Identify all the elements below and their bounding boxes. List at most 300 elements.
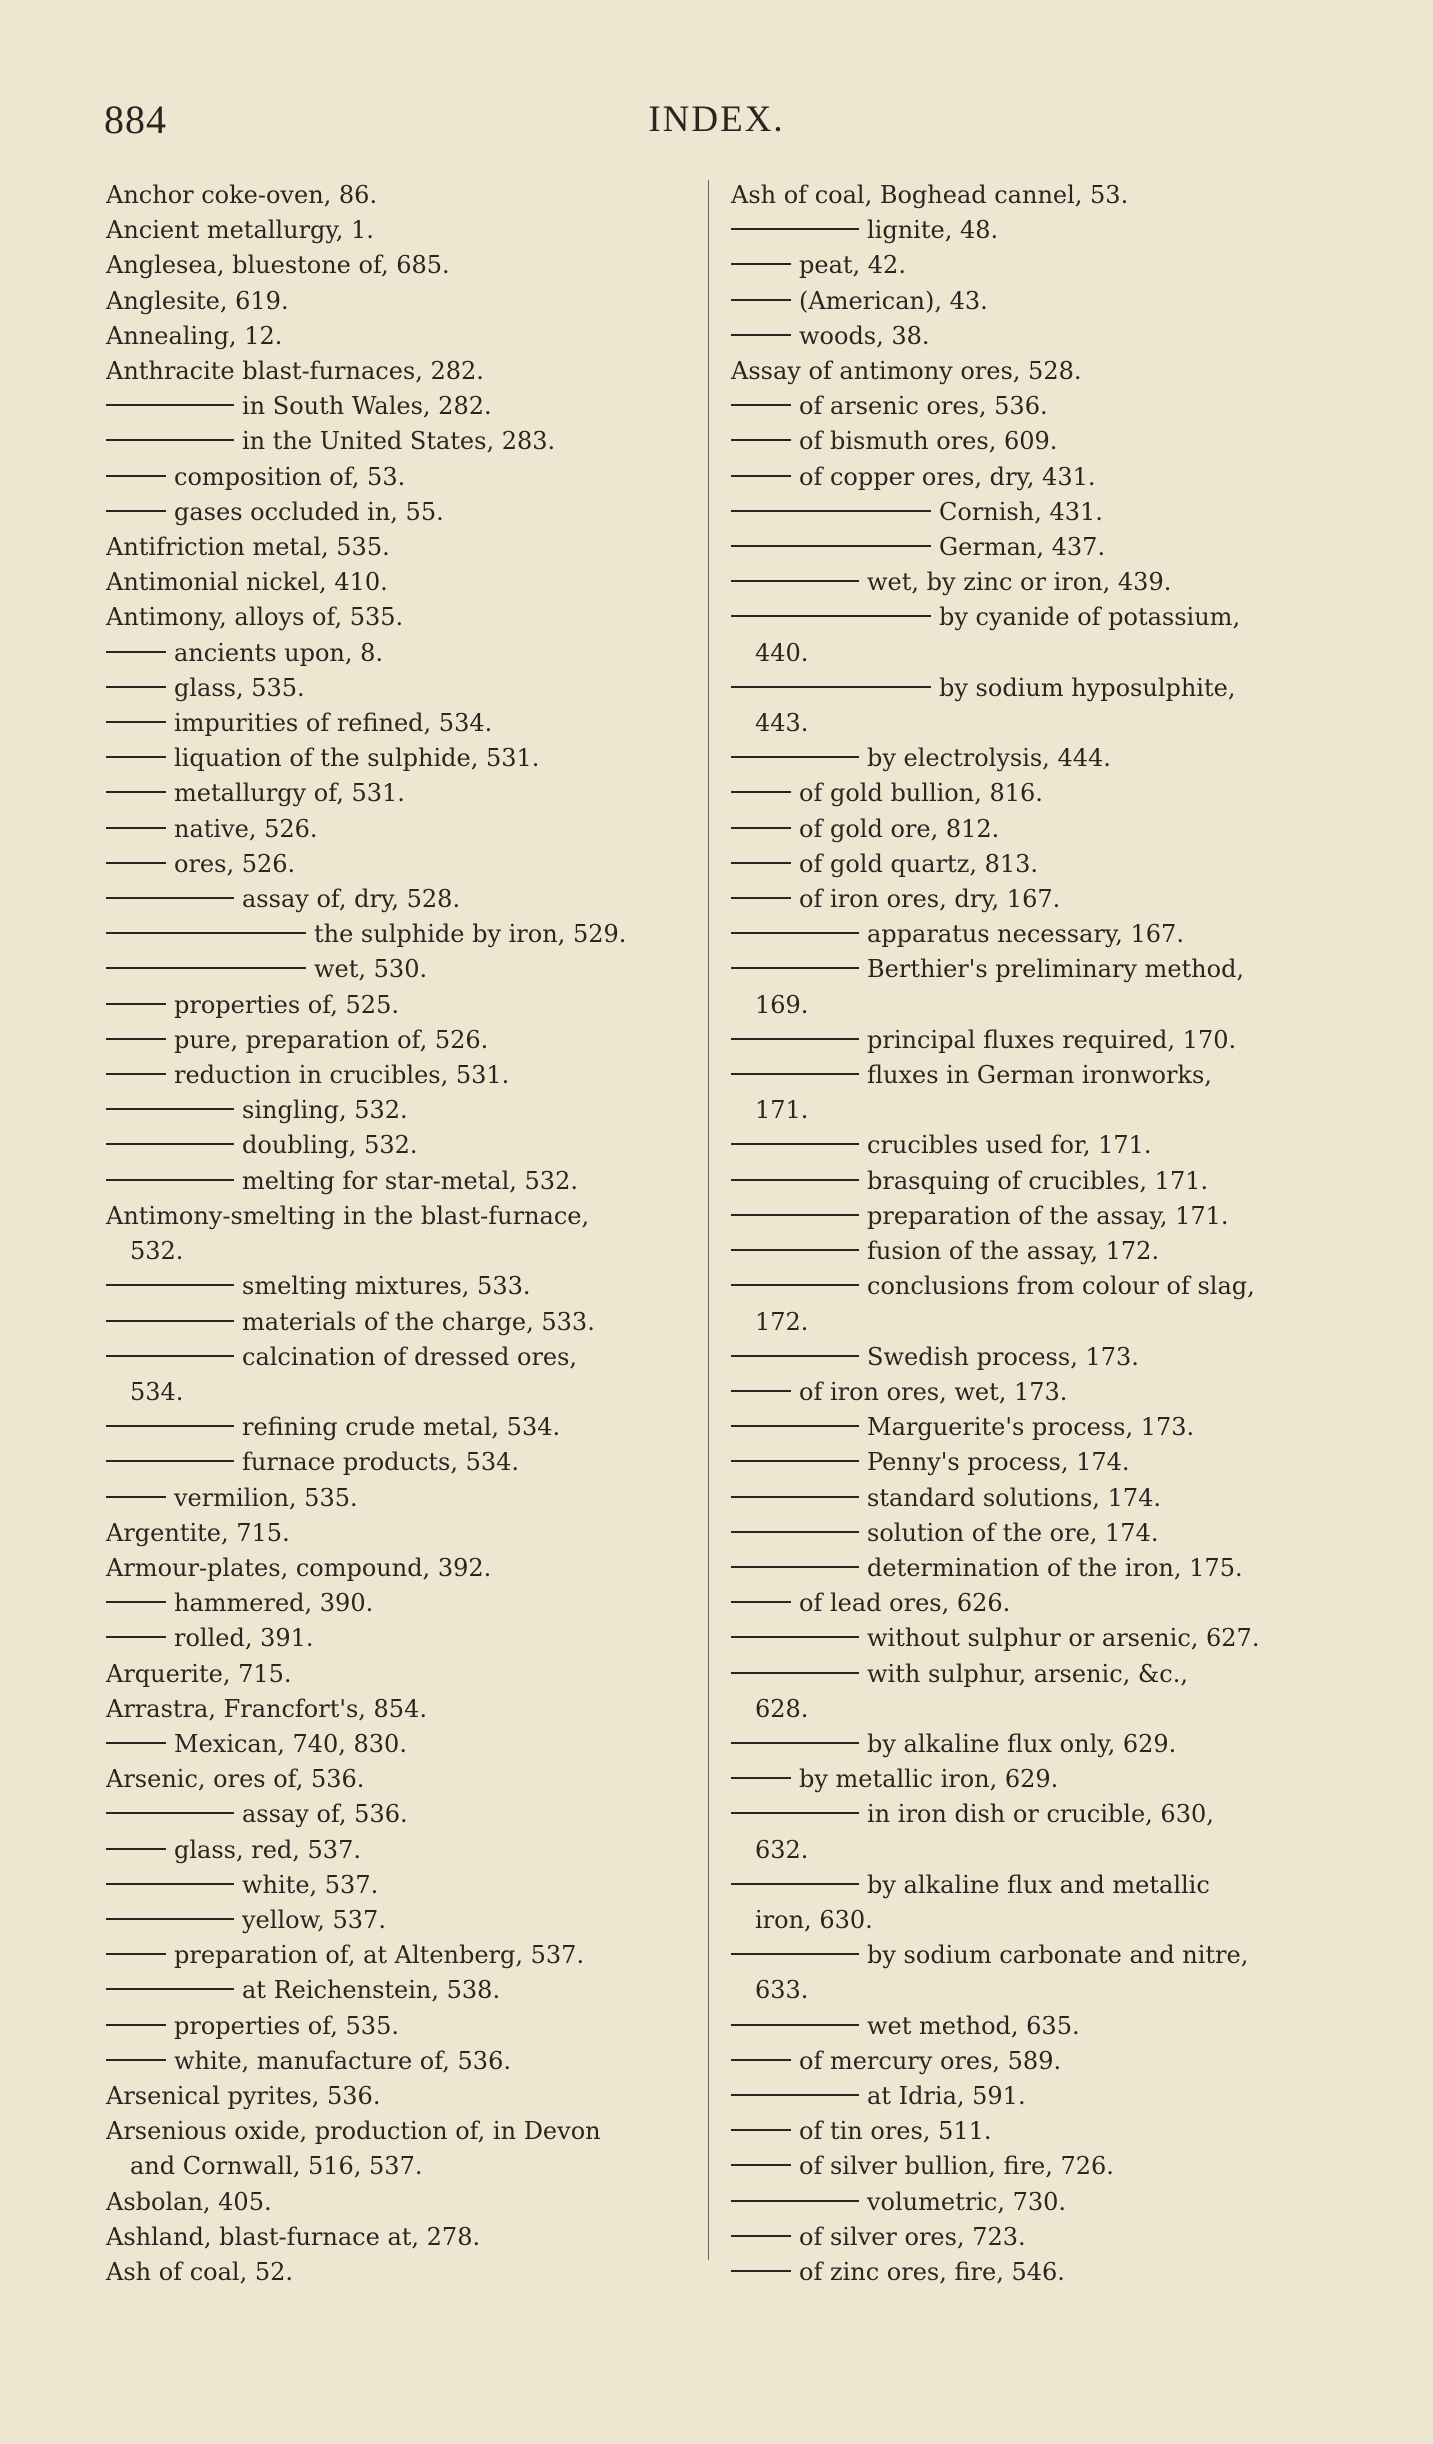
index-entry-text: rolled, 391.	[174, 1624, 314, 1653]
index-entry-text: ancients upon, 8.	[174, 638, 384, 667]
ditto-dash	[731, 510, 931, 512]
index-entry-text: impurities of refined, 534.	[174, 709, 493, 738]
index-entry	[106, 1551, 680, 1586]
ditto-dash	[731, 1496, 859, 1498]
index-entry	[731, 284, 1309, 319]
index-entry	[106, 530, 680, 565]
index-entry-text: smelting mixtures, 533.	[242, 1272, 531, 1301]
ditto-dash	[731, 1566, 859, 1568]
index-entry	[731, 2009, 1309, 2044]
index-entry	[731, 389, 1309, 424]
page-number: 884	[104, 97, 167, 142]
ditto-dash	[106, 2024, 166, 2026]
index-entry-text: Ash of coal, 52.	[106, 2257, 293, 2286]
index-entry-text: wet, by zinc or iron, 439.	[867, 568, 1172, 597]
ditto-dash	[106, 721, 166, 723]
index-entry-text: Arsenic, ores of, 536.	[106, 1765, 365, 1794]
index-entry-text: principal fluxes required, 170.	[867, 1025, 1237, 1054]
index-entry	[731, 1868, 1309, 1938]
index-entry-text: without sulphur or arsenic, 627.	[867, 1624, 1260, 1653]
index-entry-text: Penny's process, 174.	[867, 1448, 1130, 1477]
index-entry	[731, 1445, 1309, 1480]
ditto-dash	[731, 1214, 859, 1216]
index-entry	[731, 2079, 1309, 2114]
ditto-dash	[731, 967, 859, 969]
ditto-dash	[731, 686, 931, 688]
index-entry	[106, 1340, 680, 1410]
index-entry-text: by sodium hyposulphite,	[939, 673, 1236, 702]
ditto-dash	[731, 2059, 791, 2061]
index-entry-text: solution of the ore, 174.	[867, 1518, 1159, 1547]
index-entry-text: gases occluded in, 55.	[174, 497, 444, 526]
ditto-dash	[106, 510, 166, 512]
index-entry-continuation: 532.	[130, 1237, 184, 1266]
ditto-dash	[106, 1496, 166, 1498]
ditto-dash	[731, 1073, 859, 1075]
index-entry-continuation: 443.	[755, 709, 809, 738]
ditto-dash	[731, 932, 859, 934]
index-entry	[106, 213, 680, 248]
index-entry-text: Swedish process, 173.	[867, 1342, 1139, 1371]
index-entry	[731, 1516, 1309, 1551]
index-entry	[106, 1692, 680, 1727]
index-entry-text: Antifriction metal, 535.	[106, 533, 390, 562]
index-entry	[731, 1058, 1309, 1128]
index-entry-text: German, 437.	[939, 533, 1106, 562]
index-entry	[106, 178, 680, 213]
index-entry	[731, 847, 1309, 882]
index-entry	[106, 952, 680, 987]
index-entry	[731, 1481, 1309, 1516]
index-entry	[731, 1234, 1309, 1269]
ditto-dash	[731, 1883, 859, 1885]
index-entry	[106, 847, 680, 882]
index-entry-text: Ashland, blast-furnace at, 278.	[106, 2222, 481, 2251]
ditto-dash	[106, 1284, 234, 1286]
ditto-dash	[731, 263, 791, 265]
index-entry	[731, 1762, 1309, 1797]
column-divider	[708, 180, 709, 2260]
ditto-dash	[731, 1742, 859, 1744]
index-entry	[731, 354, 1309, 389]
ditto-dash	[731, 228, 859, 230]
index-entry	[106, 1938, 680, 1973]
index-entry-text: Arsenical pyrites, 536.	[106, 2081, 381, 2110]
ditto-dash	[731, 2094, 859, 2096]
index-entry	[731, 2185, 1309, 2220]
index-entry-text: with sulphur, arsenic, &c.,	[867, 1659, 1188, 1688]
index-entry-text: in the United States, 283.	[242, 427, 556, 456]
ditto-dash	[731, 2024, 859, 2026]
ditto-dash	[731, 1953, 859, 1955]
ditto-dash	[106, 2059, 166, 2061]
index-entry	[731, 460, 1309, 495]
ditto-dash	[106, 967, 306, 969]
index-entry-text: liquation of the sulphide, 531.	[174, 744, 540, 773]
ditto-dash	[106, 932, 306, 934]
index-entry-text: by electrolysis, 444.	[867, 744, 1111, 773]
index-entry-text: properties of, 525.	[174, 990, 399, 1019]
ditto-dash	[106, 1355, 234, 1357]
index-entry-text: Berthier's preliminary method,	[867, 955, 1245, 984]
index-entry-continuation: 628.	[755, 1694, 809, 1723]
index-entry-continuation: 534.	[130, 1377, 184, 1406]
index-entry-text: conclusions from colour of slag,	[867, 1272, 1255, 1301]
index-entry-text: of silver ores, 723.	[799, 2222, 1026, 2251]
index-entry-continuation: iron, 630.	[755, 1905, 873, 1934]
index-entry-text: standard solutions, 174.	[867, 1483, 1161, 1512]
index-entry-text: yellow, 537.	[242, 1905, 386, 1934]
ditto-dash	[106, 862, 166, 864]
index-entry	[106, 1868, 680, 1903]
index-entry-text: Anglesea, bluestone of, 685.	[106, 251, 450, 280]
index-entry	[106, 1410, 680, 1445]
ditto-dash	[731, 897, 791, 899]
index-entry-text: crucibles used for, 171.	[867, 1131, 1152, 1160]
index-entry	[731, 1797, 1309, 1867]
index-entry	[731, 1023, 1309, 1058]
index-entry	[731, 776, 1309, 811]
index-entry	[731, 1621, 1309, 1656]
ditto-dash	[731, 439, 791, 441]
ditto-dash	[731, 1777, 791, 1779]
index-entry-text: fusion of the assay, 172.	[867, 1237, 1160, 1266]
index-entry-text: doubling, 532.	[242, 1131, 418, 1160]
ditto-dash	[731, 1179, 859, 1181]
index-entry-text: singling, 532.	[242, 1096, 408, 1125]
index-entry-text: hammered, 390.	[174, 1589, 374, 1618]
ditto-dash	[106, 1636, 166, 1638]
ditto-dash	[106, 1073, 166, 1075]
index-entry-text: Anchor coke-oven, 86.	[106, 181, 378, 209]
ditto-dash	[106, 404, 234, 406]
ditto-dash	[106, 1003, 166, 1005]
ditto-dash	[731, 1143, 859, 1145]
ditto-dash	[731, 299, 791, 301]
index-entry	[731, 1340, 1309, 1375]
ditto-dash	[731, 1531, 859, 1533]
index-entry-text: materials of the charge, 533.	[242, 1307, 595, 1336]
index-entry-continuation: 171.	[755, 1096, 809, 1125]
index-entry	[731, 600, 1309, 670]
index-entry-text: Marguerite's process, 173.	[867, 1413, 1195, 1442]
index-entry-text: at Idria, 591.	[867, 2081, 1026, 2110]
index-entry	[731, 1199, 1309, 1234]
ditto-dash	[106, 827, 166, 829]
ditto-dash	[106, 686, 166, 688]
index-entry	[106, 354, 680, 389]
index-entry	[731, 1657, 1309, 1727]
ditto-dash	[106, 1988, 234, 1990]
ditto-dash	[731, 580, 859, 582]
index-entry	[106, 2220, 680, 2255]
ditto-dash	[731, 2235, 791, 2237]
index-entry	[106, 882, 680, 917]
index-entry-text: furnace products, 534.	[242, 1448, 520, 1477]
index-entry	[106, 424, 680, 459]
ditto-dash	[731, 756, 859, 758]
index-entry-text: assay of, dry, 528.	[242, 885, 461, 914]
ditto-dash	[106, 1179, 234, 1181]
index-entry-text: ores, 526.	[174, 849, 296, 878]
index-entry-text: by sodium carbonate and nitre,	[867, 1941, 1249, 1970]
index-entry-text: of copper ores, dry, 431.	[799, 462, 1096, 491]
index-entry	[731, 2255, 1309, 2290]
index-entry	[731, 1551, 1309, 1586]
index-entry-text: white, manufacture of, 536.	[174, 2046, 511, 2075]
index-entry-text: of iron ores, wet, 173.	[799, 1377, 1068, 1406]
index-entry-text: metallurgy of, 531.	[174, 779, 405, 808]
index-entry	[106, 1657, 680, 1692]
ditto-dash	[106, 1742, 166, 1744]
index-entry	[106, 495, 680, 530]
index-entry	[106, 1199, 680, 1269]
index-entry-text: properties of, 535.	[174, 2011, 399, 2040]
index-entry	[731, 952, 1309, 1022]
index-entry-text: glass, red, 537.	[174, 1835, 361, 1864]
index-entry-text: of mercury ores, 589.	[799, 2046, 1062, 2075]
index-entry	[106, 1903, 680, 1938]
ditto-dash	[106, 651, 166, 653]
index-entry	[106, 248, 680, 283]
index-entry	[106, 1481, 680, 1516]
index-entry-text: of gold bullion, 816.	[799, 779, 1043, 808]
index-entry	[106, 319, 680, 354]
index-entry-text: pure, preparation of, 526.	[174, 1025, 489, 1054]
index-entry	[106, 2255, 680, 2290]
ditto-dash	[731, 404, 791, 406]
index-entry-text: melting for star-metal, 532.	[242, 1166, 578, 1195]
index-entry	[731, 248, 1309, 283]
ditto-dash	[731, 1249, 859, 1251]
index-entry-text: of iron ores, dry, 167.	[799, 885, 1061, 914]
ditto-dash	[731, 1038, 859, 1040]
index-entry	[106, 917, 680, 952]
index-entry	[106, 671, 680, 706]
index-entry	[106, 1762, 680, 1797]
index-entry	[106, 1093, 680, 1128]
index-entry-text: of arsenic ores, 536.	[799, 392, 1048, 421]
index-entry	[106, 389, 680, 424]
ditto-dash	[731, 1355, 859, 1357]
ditto-dash	[106, 1883, 234, 1885]
index-entry	[731, 1727, 1309, 1762]
index-entry-text: by alkaline flux and metallic	[867, 1870, 1210, 1899]
index-entry	[106, 1445, 680, 1480]
index-entry	[731, 530, 1309, 565]
index-entry-text: at Reichenstein, 538.	[242, 1976, 501, 2005]
index-entry	[731, 2044, 1309, 2079]
index-entry	[731, 319, 1309, 354]
index-entry	[731, 1269, 1309, 1339]
index-entry-text: (American), 43.	[799, 286, 988, 315]
index-entry-text: Cornish, 431.	[939, 497, 1103, 526]
index-entry	[731, 1164, 1309, 1199]
ditto-dash	[731, 334, 791, 336]
index-entry	[106, 565, 680, 600]
ditto-dash	[731, 1390, 791, 1392]
page-title: INDEX.	[648, 99, 785, 140]
index-entry-text: Ash of coal, Boghead cannel, 53.	[731, 181, 1129, 209]
index-entry-continuation: and Cornwall, 516, 537.	[130, 2152, 423, 2181]
ditto-dash	[731, 1636, 859, 1638]
index-entry	[106, 1164, 680, 1199]
index-entry-text: in iron dish or crucible, 630,	[867, 1800, 1214, 1829]
index-entry	[106, 1269, 680, 1304]
ditto-dash	[731, 1672, 859, 1674]
index-entry	[106, 2079, 680, 2114]
index-entry-text: Asbolan, 405.	[106, 2187, 272, 2216]
index-entry	[731, 424, 1309, 459]
index-entry-text: volumetric, 730.	[867, 2187, 1067, 2216]
index-entry-text: Anthracite blast-furnaces, 282.	[106, 357, 484, 386]
index-entry	[106, 1058, 680, 1093]
index-entry-continuation: 632.	[755, 1835, 809, 1864]
index-entry	[731, 741, 1309, 776]
ditto-dash	[731, 1425, 859, 1427]
index-entry-text: reduction in crucibles, 531.	[174, 1061, 510, 1090]
ditto-dash	[731, 827, 791, 829]
index-entry	[106, 2114, 680, 2184]
ditto-dash	[731, 1812, 859, 1814]
ditto-dash	[731, 615, 931, 617]
index-entry-text: lignite, 48.	[867, 216, 999, 245]
index-entry-text: Antimony-smelting in the blast-furnace,	[106, 1201, 590, 1230]
index-entry	[106, 776, 680, 811]
index-entry	[106, 284, 680, 319]
ditto-dash	[106, 1320, 234, 1322]
ditto-dash	[106, 1108, 234, 1110]
index-entry	[106, 1727, 680, 1762]
index-entry-text: of gold quartz, 813.	[799, 849, 1039, 878]
index-entry-text: of lead ores, 626.	[799, 1589, 1011, 1618]
index-entry-text: Arrastra, Francfort's, 854.	[106, 1694, 427, 1723]
ditto-dash	[731, 2270, 791, 2272]
ditto-dash	[106, 1848, 166, 1850]
ditto-dash	[731, 545, 931, 547]
index-entry	[106, 2009, 680, 2044]
index-entry-text: woods, 38.	[799, 321, 930, 350]
index-entry	[731, 1375, 1309, 1410]
index-entry-text: of gold ore, 812.	[799, 814, 1000, 843]
index-entry-text: native, 526.	[174, 814, 318, 843]
ditto-dash	[731, 2129, 791, 2131]
index-entry-text: of bismuth ores, 609.	[799, 427, 1058, 456]
index-entry-text: by metallic iron, 629.	[799, 1765, 1059, 1794]
index-entry-text: by alkaline flux only, 629.	[867, 1729, 1177, 1758]
ditto-dash	[731, 2164, 791, 2166]
index-entry	[106, 460, 680, 495]
index-entry	[731, 213, 1309, 248]
ditto-dash	[106, 1460, 234, 1462]
left-column	[106, 178, 680, 2290]
index-entry	[731, 2114, 1309, 2149]
index-entry-text: wet method, 635.	[867, 2011, 1080, 2040]
index-entry	[731, 671, 1309, 741]
index-entry-text: Armour-plates, compound, 392.	[106, 1553, 492, 1582]
ditto-dash	[106, 756, 166, 758]
index-entry	[106, 1621, 680, 1656]
index-entry-text: Arsenious oxide, production of, in Devon	[106, 2117, 601, 2146]
right-column	[731, 178, 1309, 2290]
index-entry-continuation: 172.	[755, 1307, 809, 1336]
index-entry	[106, 1128, 680, 1163]
index-entry-text: Anglesite, 619.	[106, 286, 289, 315]
index-entry-continuation: 633.	[755, 1976, 809, 2005]
index-entry-text: Argentite, 715.	[106, 1518, 290, 1547]
index-entry-text: determination of the iron, 175.	[867, 1553, 1243, 1582]
index-entry-text: Assay of antimony ores, 528.	[731, 357, 1082, 386]
ditto-dash	[731, 475, 791, 477]
index-entry-text: Annealing, 12.	[106, 321, 283, 350]
index-entry	[106, 2044, 680, 2079]
index-entry-text: of zinc ores, fire, 546.	[799, 2257, 1065, 2286]
index-entry-text: preparation of, at Altenberg, 537.	[174, 1941, 585, 1970]
index-entry	[731, 2149, 1309, 2184]
index-entry	[106, 1023, 680, 1058]
index-entry-text: refining crude metal, 534.	[242, 1413, 561, 1442]
index-entry-text: assay of, 536.	[242, 1800, 408, 1829]
ditto-dash	[106, 1953, 166, 1955]
index-entry	[106, 2185, 680, 2220]
index-entry	[731, 1410, 1309, 1445]
index-entry	[106, 1973, 680, 2008]
ditto-dash	[106, 1601, 166, 1603]
ditto-dash	[106, 439, 234, 441]
index-entry-text: composition of, 53.	[174, 462, 406, 491]
ditto-dash	[731, 791, 791, 793]
index-entry-text: Antimonial nickel, 410.	[106, 568, 388, 597]
index-entry	[106, 1516, 680, 1551]
ditto-dash	[731, 862, 791, 864]
index-entry	[106, 636, 680, 671]
index-entry-text: glass, 535.	[174, 673, 305, 702]
index-entry	[731, 1128, 1309, 1163]
index-entry-text: white, 537.	[242, 1870, 379, 1899]
index-entry-text: Mexican, 740, 830.	[174, 1729, 407, 1758]
index-entry-text: Arquerite, 715.	[106, 1659, 292, 1688]
index-entry	[106, 741, 680, 776]
index-entry	[731, 882, 1309, 917]
index-entry	[106, 812, 680, 847]
index-entry-text: vermilion, 535.	[174, 1483, 358, 1512]
ditto-dash	[106, 1812, 234, 1814]
index-entry-text: of silver bullion, fire, 726.	[799, 2152, 1114, 2181]
index-entry-text: peat, 42.	[799, 251, 906, 280]
index-entry-continuation: 169.	[755, 990, 809, 1019]
index-entry	[731, 495, 1309, 530]
index-entry	[106, 1305, 680, 1340]
ditto-dash	[106, 1918, 234, 1920]
index-entry	[106, 1797, 680, 1832]
index-entry-text: apparatus necessary, 167.	[867, 920, 1184, 949]
index-entry	[731, 1586, 1309, 1621]
ditto-dash	[106, 1143, 234, 1145]
index-entry-text: calcination of dressed ores,	[242, 1342, 578, 1371]
ditto-dash	[106, 1038, 166, 1040]
ditto-dash	[106, 475, 166, 477]
index-entry-text: Ancient metallurgy, 1.	[106, 216, 374, 245]
index-entry	[106, 988, 680, 1023]
index-entry-continuation: 440.	[755, 638, 809, 667]
index-entry-text: wet, 530.	[314, 955, 428, 984]
index-entry	[106, 1833, 680, 1868]
ditto-dash	[731, 2200, 859, 2202]
ditto-dash	[731, 1460, 859, 1462]
ditto-dash	[106, 1425, 234, 1427]
index-entry	[106, 1586, 680, 1621]
index-entry-text: the sulphide by iron, 529.	[314, 920, 627, 949]
